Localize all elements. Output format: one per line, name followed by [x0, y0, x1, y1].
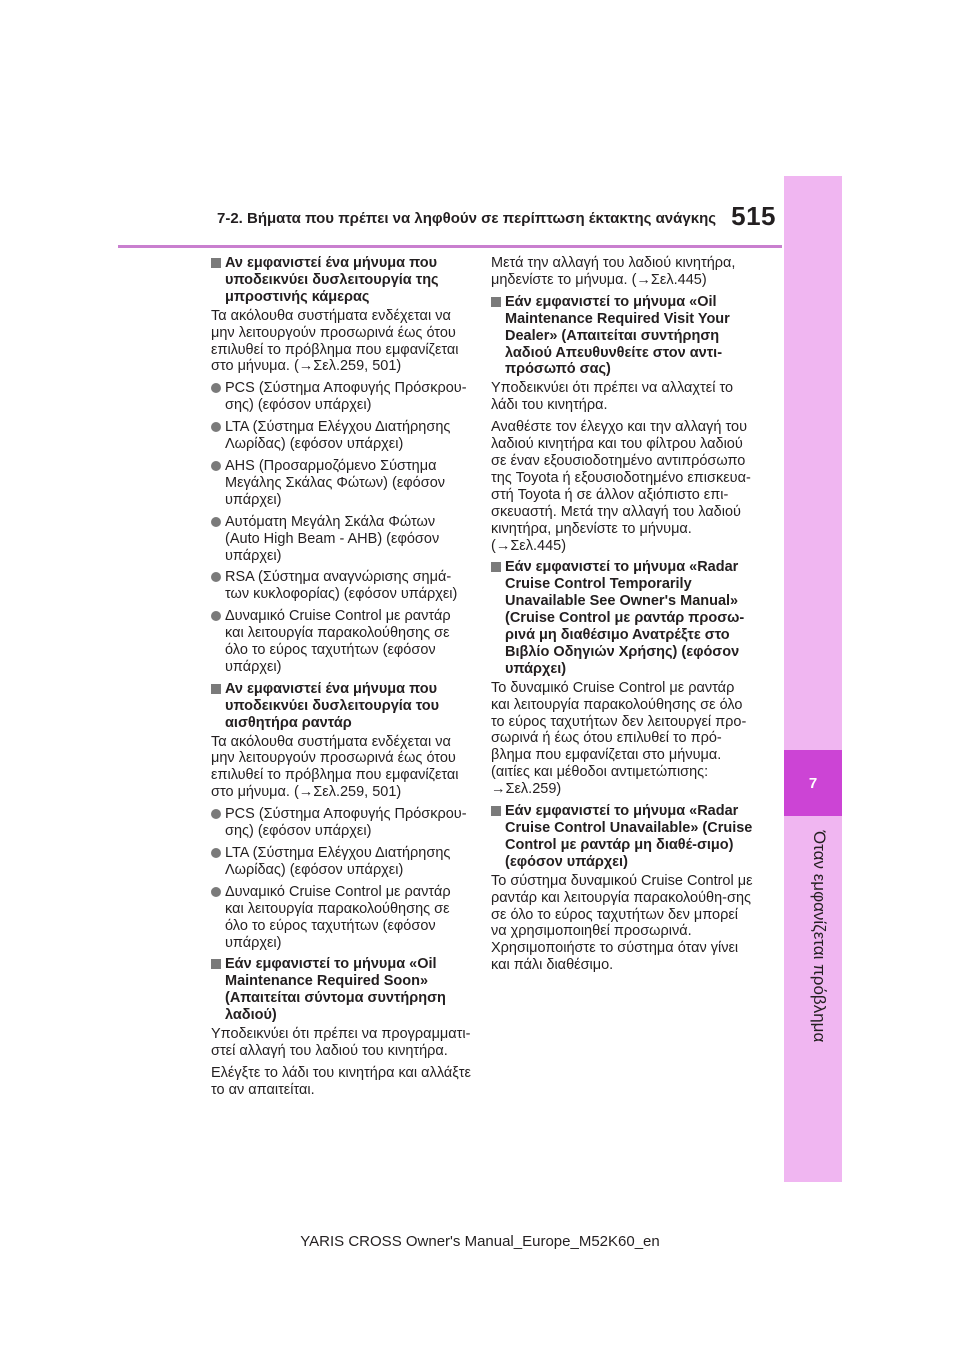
bullet-item	[211, 419, 473, 453]
circle-bullet-icon	[211, 461, 221, 471]
right-column	[491, 255, 753, 979]
paragraph-text: Ελέγξτε το λάδι του κινητήρα και αλλάξτε το αν απαιτείται.	[211, 1064, 471, 1098]
chapter-number: 7	[808, 774, 818, 792]
header-divider	[118, 245, 782, 248]
bullet-item	[211, 884, 473, 952]
chapter-title: Όταν εμφανίζεται πρόβλημα	[810, 831, 829, 1043]
heading-text: Εάν εμφανιστεί το μήνυμα «Radar Cruise Control Unavailable» (Cruise Control με ραντάρ μη διαθέ-σιμο) (εφόσον υπάρχει)	[505, 803, 753, 870]
heading-text: Αν εμφανιστεί ένα μήνυμα που υποδεικνύει δυσλειτουργία του αισθητήρα ραντάρ	[225, 680, 440, 731]
paragraph	[211, 308, 473, 376]
heading-text: Εάν εμφανιστεί το μήνυμα «Radar Cruise Control Temporarily Unavailable See Owner's Manual» (Cruise Control με ραντάρ προσω-ρινά μη διαθέσιμο Ανατρέξτε στο Βιβλίο Οδηγιών Χρήσης) (εφόσον υπάρχει)	[505, 559, 745, 677]
paragraph	[491, 680, 753, 798]
bullet-text: Αυτόματη Μεγάλη Σκάλα Φώτων (Auto High Beam - AHB) (εφόσον υπάρχει)	[225, 513, 440, 564]
section-heading	[491, 294, 753, 379]
bullet-text: PCS (Σύστημα Αποφυγής Πρόσκρου-σης) (εφόσον υπάρχει)	[225, 806, 467, 840]
paragraph-text: Υποδεικνύει ότι πρέπει να αλλαχτεί το λάδι του κινητήρα.	[491, 380, 734, 414]
section-heading	[211, 681, 473, 732]
square-bullet-icon	[491, 297, 501, 307]
circle-bullet-icon	[211, 887, 221, 897]
page-number: 515	[731, 201, 776, 231]
paragraph	[491, 873, 753, 974]
paragraph	[491, 419, 753, 554]
chapter-side-tab	[784, 176, 842, 1182]
square-bullet-icon	[491, 806, 501, 816]
section-heading	[491, 559, 753, 677]
circle-bullet-icon	[211, 572, 221, 582]
paragraph	[211, 1026, 473, 1060]
section-title: 7-2. Βήματα που πρέπει να ληφθούν σε περίπτωση έκτακτης ανάγκης	[217, 210, 717, 227]
bullet-item	[211, 458, 473, 509]
section-heading	[491, 803, 753, 871]
paragraph-text: Αναθέστε τον έλεγχο και την αλλαγή του λαδιού κινητήρα και του φίλτρου λαδιού σε έναν εξουσιοδοτημένο αντιπρόσωπο της Toyota ή εξουσιοδοτημένο επισκευα-στή Toyota ή σε άλλον αξιόπιστο επι-σκευαστή. Μετά την αλλαγή του λαδιού κινητήρα, μηδενίστε το μήνυμα. (→Σελ.445)	[491, 419, 751, 554]
section-heading	[211, 956, 473, 1024]
paragraph-text: Το δυναμικό Cruise Control με ραντάρ και λειτουργία παρακολούθησης σε όλο το εύρος ταχυτήτων δεν λειτουργεί προ-σωρινά ή έως ότου επιλυθεί το πρό-βλημα που εμφανίζεται στο μήνυμα. (αιτίες και μέθοδοι αντιμετώπισης: →Σελ.259)	[491, 679, 747, 798]
paragraph	[491, 380, 753, 414]
square-bullet-icon	[211, 258, 221, 268]
bullet-item	[211, 845, 473, 879]
bullet-text: LTA (Σύστημα Ελέγχου Διατήρησης Λωρίδας) (εφόσον υπάρχει)	[225, 845, 451, 878]
paragraph-text: Υποδεικνύει ότι πρέπει να προγραμματι-στεί αλλαγή του λαδιού του κινητήρα.	[211, 1026, 471, 1059]
paragraph	[211, 734, 473, 802]
bullet-item	[211, 569, 473, 603]
bullet-text: LTA (Σύστημα Ελέγχου Διατήρησης Λωρίδας) (εφόσον υπάρχει)	[225, 419, 451, 453]
chapter-number-badge	[784, 750, 842, 816]
heading-text: Εάν εμφανιστεί το μήνυμα «Oil Maintenance Required Soon» (Απαιτείται σύντομα συντήρηση λαδιού)	[225, 956, 446, 1024]
bullet-item	[211, 380, 473, 414]
circle-bullet-icon	[211, 517, 221, 527]
bullet-item	[211, 608, 473, 676]
circle-bullet-icon	[211, 848, 221, 858]
square-bullet-icon	[211, 959, 221, 969]
bullet-text: Δυναμικό Cruise Control με ραντάρ και λειτουργία παρακολούθησης σε όλο το εύρος ταχυτήτων (εφόσον υπάρχει)	[225, 883, 451, 951]
bullet-item	[211, 806, 473, 840]
paragraph-text: Το σύστημα δυναμικού Cruise Control με ραντάρ και λειτουργία παρακολούθη-σης σε όλο το εύρος ταχυτήτων δεν μπορεί να χρησιμοποιηθεί προσωρινά. Χρησιμοποιήστε το σύστημα όταν γίνει και πάλι διαθέσιμο.	[491, 872, 753, 974]
paragraph	[491, 255, 753, 289]
circle-bullet-icon	[211, 809, 221, 819]
bullet-text: Δυναμικό Cruise Control με ραντάρ και λειτουργία παρακολούθησης σε όλο το εύρος ταχυτήτων (εφόσον υπάρχει)	[225, 608, 451, 675]
heading-text: Εάν εμφανιστεί το μήνυμα «Oil Maintenance Required Visit Your Dealer» (Απαιτείται συντήρηση λαδιού Απευθυνθείτε στον αντι-πρόσωπό σας)	[505, 293, 730, 378]
square-bullet-icon	[491, 562, 501, 572]
bullet-text: AHS (Προσαρμοζόμενο Σύστημα Μεγάλης Σκάλας Φώτων) (εφόσον υπάρχει)	[225, 457, 446, 508]
heading-text: Αν εμφανιστεί ένα μήνυμα που υποδεικνύει δυσλειτουργία της μπροστινής κάμερας	[225, 255, 439, 305]
bullet-item	[211, 514, 473, 565]
circle-bullet-icon	[211, 422, 221, 432]
paragraph-text: Τα ακόλουθα συστήματα ενδέχεται να μην λειτουργούν προσωρινά έως ότου επιλυθεί το πρόβλημα που εμφανίζεται στο μήνυμα. (→Σελ.259, 501)	[211, 307, 459, 375]
footer-text: YARIS CROSS Owner's Manual_Europe_M52K60_en	[300, 1233, 660, 1250]
paragraph-text: Μετά την αλλαγή του λαδιού κινητήρα, μηδενίστε το μήνυμα. (→Σελ.445)	[491, 255, 736, 288]
bullet-text: RSA (Σύστημα αναγνώρισης σημά-των κυκλοφορίας) (εφόσον υπάρχει)	[225, 569, 458, 603]
left-column	[211, 255, 473, 1104]
paragraph	[211, 1065, 473, 1099]
circle-bullet-icon	[211, 611, 221, 621]
circle-bullet-icon	[211, 383, 221, 393]
paragraph-text: Τα ακόλουθα συστήματα ενδέχεται να μην λειτουργούν προσωρινά έως ότου επιλυθεί το πρόβλημα που εμφανίζεται στο μήνυμα. (→Σελ.259, 501)	[211, 733, 459, 801]
square-bullet-icon	[211, 684, 221, 694]
section-heading	[211, 255, 473, 306]
bullet-text: PCS (Σύστημα Αποφυγής Πρόσκρου-σης) (εφόσον υπάρχει)	[225, 380, 467, 414]
